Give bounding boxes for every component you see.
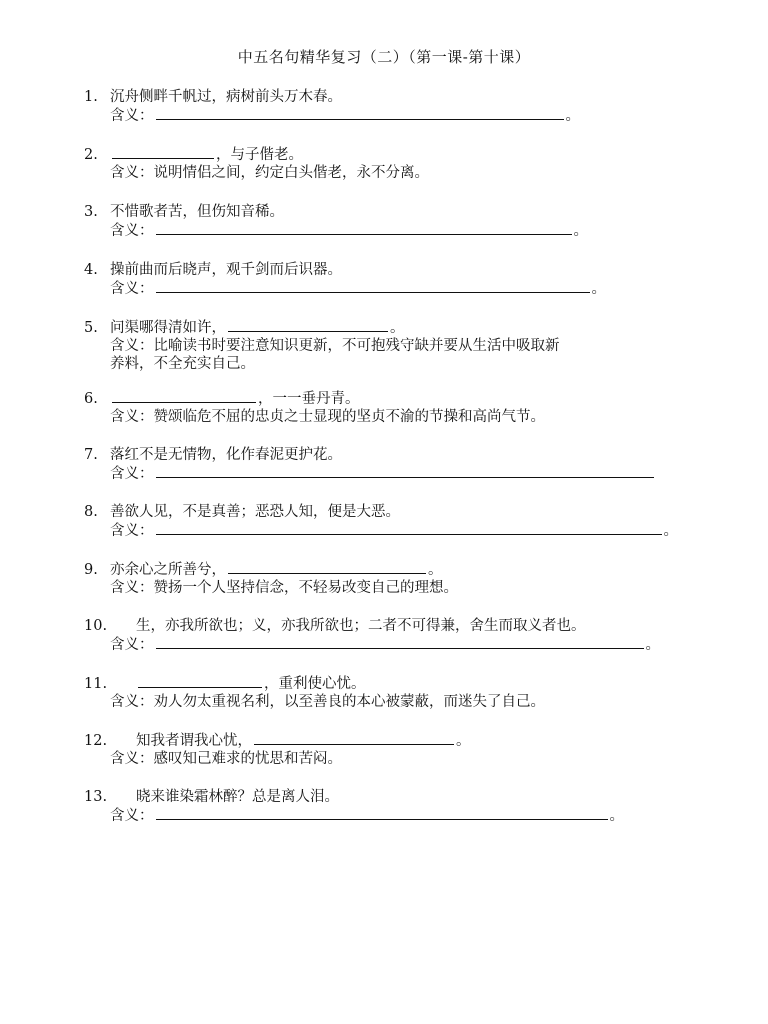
page-title: 中五名句精华复习（二）（第一课-第十课） [237, 48, 531, 66]
answer-blank[interactable] [156, 221, 572, 235]
meaning-label: 含义： [110, 409, 154, 425]
quote-text: 不惜歌者苦，但伤知音稀。 [110, 204, 284, 220]
question-1 [84, 88, 724, 125]
answer-blank[interactable] [254, 731, 454, 745]
meaning-text: 比喻读书时要注意知识更新，不可抱残守缺并要从生活中吸取新 [153, 338, 560, 354]
question-number: 7. [84, 447, 98, 463]
question-7 [84, 446, 724, 483]
question-number: 12. [84, 733, 108, 749]
punctuation: 。 [390, 320, 405, 336]
punctuation: 。 [565, 108, 580, 124]
answer-blank[interactable] [156, 464, 654, 478]
quote-text: 沉舟侧畔千帆过，病树前头万木春。 [110, 89, 342, 105]
question-9 [84, 560, 724, 597]
question-number: 3. [84, 204, 98, 220]
question-number: 5. [84, 320, 98, 336]
quote-text: 善欲人见，不是真善；恶恐人知，便是大恶。 [110, 504, 400, 520]
question-number: 8. [84, 504, 98, 520]
punctuation: 。 [573, 223, 588, 239]
meaning-label: 含义： [110, 580, 154, 596]
question-4 [84, 261, 724, 298]
punctuation: 。 [645, 637, 660, 653]
meaning-text: 说明情侣之间，约定白头偕老，永不分离。 [153, 165, 429, 181]
question-10 [84, 617, 724, 654]
answer-blank[interactable] [156, 279, 590, 293]
question-number: 9. [84, 562, 98, 578]
question-8 [84, 503, 724, 540]
meaning-label: 含义： [110, 637, 154, 653]
quote-text: ，重利使心忧。 [264, 676, 366, 692]
answer-blank[interactable] [138, 674, 262, 688]
question-number: 6. [84, 391, 98, 407]
quote-text: 生，亦我所欲也；义，亦我所欲也；二者不可得兼，舍生而取义者也。 [136, 618, 586, 634]
quote-text: 亦余心之所善兮， [110, 562, 226, 578]
question-12 [84, 731, 724, 768]
meaning-label: 含义： [110, 165, 154, 181]
answer-blank[interactable] [228, 560, 426, 574]
meaning-label: 含义： [110, 281, 154, 297]
question-number: 13. [84, 789, 108, 805]
meaning-text: 劝人勿太重视名利，以至善良的本心被蒙蔽，而迷失了自己。 [153, 694, 545, 710]
meaning-text: 感叹知己难求的忧思和苦闷。 [153, 751, 342, 767]
quote-text: ，与子偕老。 [216, 147, 303, 163]
answer-blank[interactable] [112, 389, 256, 403]
question-6 [84, 389, 724, 426]
quote-text: 知我者谓我心忧， [136, 733, 252, 749]
answer-blank[interactable] [228, 318, 388, 332]
punctuation: 。 [609, 808, 624, 824]
question-11 [84, 674, 724, 711]
question-2 [84, 145, 724, 182]
quote-text: 问渠哪得清如许， [110, 320, 226, 336]
question-5 [84, 318, 724, 373]
meaning-text: 赞颂临危不屈的忠贞之士显现的坚贞不渝的节操和高尚气节。 [153, 409, 545, 425]
punctuation: 。 [663, 523, 678, 539]
question-number: 2. [84, 147, 98, 163]
punctuation: 。 [428, 562, 443, 578]
meaning-text: 赞扬一个人坚持信念，不轻易改变自己的理想。 [153, 580, 458, 596]
answer-blank[interactable] [112, 145, 214, 159]
question-number: 4. [84, 262, 98, 278]
meaning-label: 含义： [110, 223, 154, 239]
quote-text: ，一一垂丹青。 [258, 391, 360, 407]
quote-text: 操前曲而后晓声，观千剑而后识器。 [110, 262, 342, 278]
meaning-label: 含义： [110, 751, 154, 767]
question-number: 11. [84, 676, 108, 692]
question-3 [84, 203, 724, 240]
meaning-label: 含义： [110, 808, 154, 824]
answer-blank[interactable] [156, 106, 564, 120]
quote-text: 落红不是无情物，化作春泥更护花。 [110, 447, 342, 463]
punctuation: 。 [591, 281, 606, 297]
meaning-label: 含义： [110, 694, 154, 710]
answer-blank[interactable] [156, 806, 608, 820]
answer-blank[interactable] [156, 635, 644, 649]
quote-text: 晓来谁染霜林醉？总是离人泪。 [136, 789, 339, 805]
punctuation: 。 [456, 733, 471, 749]
meaning-label: 含义： [110, 338, 154, 354]
meaning-label: 含义： [110, 466, 154, 482]
answer-blank[interactable] [156, 521, 662, 535]
meaning-label: 含义： [110, 108, 154, 124]
meaning-text-continued: 养料，不全充实自己。 [110, 356, 255, 372]
question-number: 10. [84, 618, 108, 634]
meaning-label: 含义： [110, 523, 154, 539]
question-13 [84, 788, 724, 825]
question-number: 1. [84, 89, 98, 105]
